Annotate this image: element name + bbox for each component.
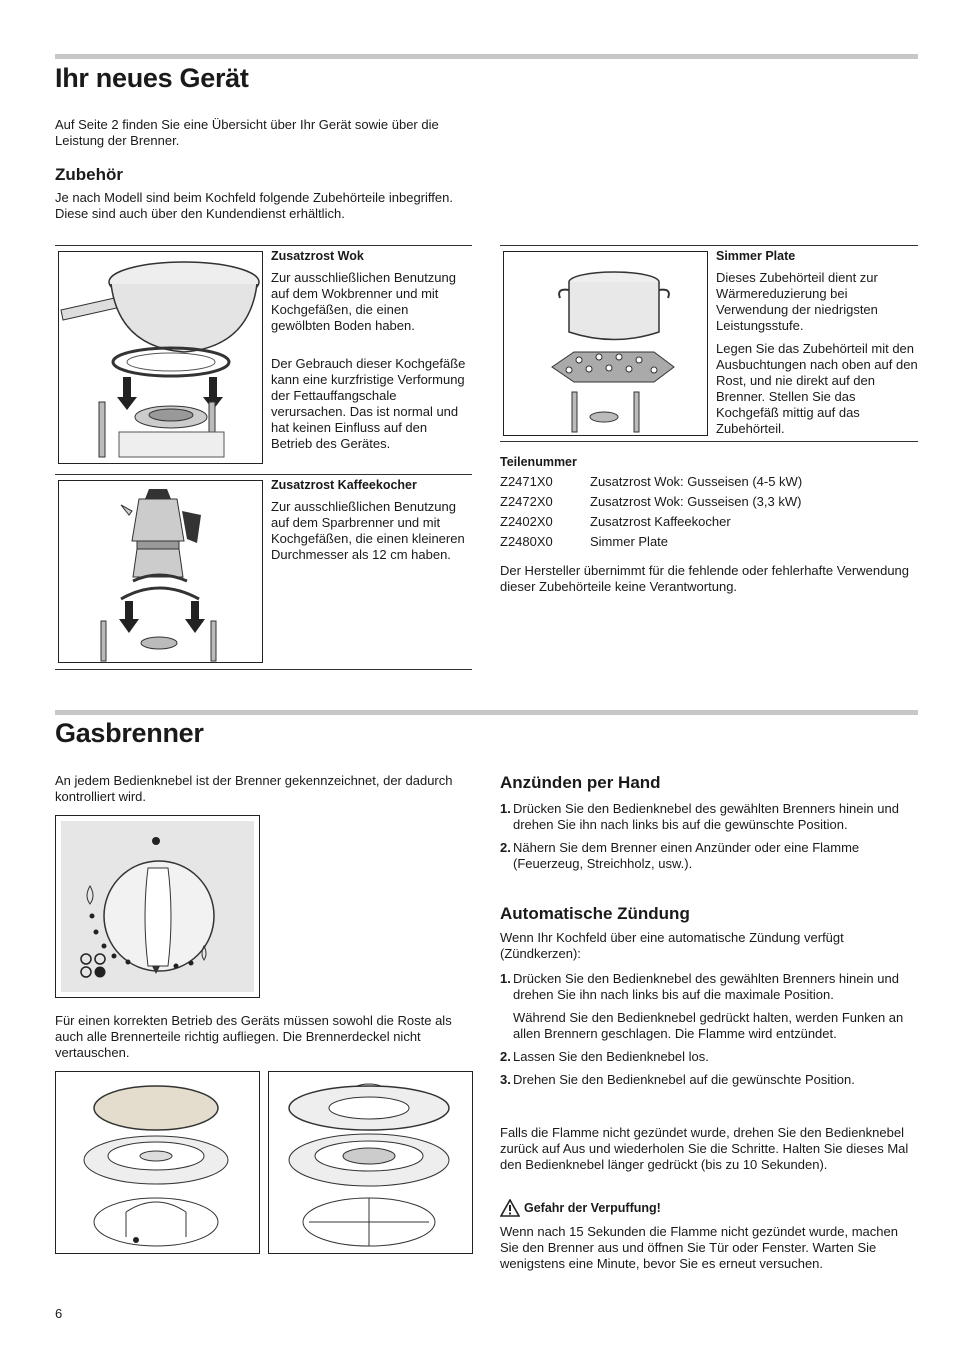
step-text: Nähern Sie dem Brenner einen Anzünder oder eine Flamme (Feuerzeug, Streichholz, usw.). (513, 840, 860, 871)
step-text: Drücken Sie den Bedienknebel des gewählten Brenners hinein und drehen Sie ihn nach links bis auf die maximale Position. (513, 971, 899, 1002)
page-title: Ihr neues Gerät (55, 63, 249, 93)
parts-row (500, 512, 918, 532)
simmer-text-2: Legen Sie das Zubehörteil mit den Ausbuchtungen nach oben auf den Rost, und nie direkt auf den Brenner. Stellen Sie das Kochgefäß mittig auf das Zubehörteil. (716, 341, 918, 436)
part-number: Z2472X0 (500, 494, 553, 509)
part-desc: Zusatzrost Kaffeekocher (590, 514, 731, 529)
control-knob-illustration (55, 815, 260, 998)
auto-ignition-intro: Wenn Ihr Kochfeld über eine automatische Zündung verfügt (Zündkerzen): (500, 930, 844, 961)
step-number: 2. (500, 1049, 511, 1064)
table-rule (55, 669, 472, 670)
part-desc: Simmer Plate (590, 534, 669, 549)
roste-text: Für einen korrekten Betrieb des Geräts müssen sowohl die Roste als auch alle Brennerteile richtig aufliegen. Die Brennerdeckel nicht vertauschen. (55, 1013, 452, 1060)
table-rule (500, 441, 918, 442)
list-item (500, 1072, 918, 1088)
part-desc: Zusatzrost Wok: Gusseisen (3,3 kW) (590, 494, 802, 509)
step-number: 2. (500, 840, 511, 855)
step-text: Drücken Sie den Bedienknebel des gewählten Brenners hinein und drehen Sie ihn nach links bis auf die gewünschte Position. (513, 801, 899, 832)
step-extra-text: Während Sie den Bedienknebel gedrückt halten, werden Funken an allen Brennern geschlagen. Die Flamme wird entzündet. (513, 1010, 904, 1041)
wok-text-2: Der Gebrauch dieser Kochgefäße kann eine kurzfristige Verformung der Fettauffangschale verursachen. Das ist normal und hat keinen Einfluss auf den Betrieb des Gerätes. (271, 356, 466, 451)
burner-parts-illustration-1 (55, 1071, 260, 1254)
warning-text: Wenn nach 15 Sekunden die Flamme nicht gezündet wurde, machen Sie den Brenner aus und öffnen Sie Tür oder Fenster. Warten Sie wenigstens eine Minute, bevor Sie es erneut versuchen. (500, 1224, 898, 1271)
gasbrenner-intro: An jedem Bedienknebel ist der Brenner gekennzeichnet, der dadurch kontrolliert wird. (55, 773, 453, 804)
section-divider (55, 710, 918, 715)
section-divider (55, 54, 918, 59)
list-item (500, 1049, 918, 1065)
wok-illustration (58, 251, 263, 464)
part-number: Z2471X0 (500, 474, 553, 489)
warning-heading (500, 1199, 661, 1217)
page-number: 6 (55, 1306, 63, 1321)
burner-parts-illustration-2 (268, 1071, 473, 1254)
step-number: 3. (500, 1072, 511, 1087)
parts-row (500, 472, 918, 492)
intro-text: Auf Seite 2 finden Sie eine Übersicht über Ihr Gerät sowie über die Leistung der Brenner. (55, 117, 439, 148)
list-item (500, 801, 918, 833)
list-item (500, 971, 918, 1042)
part-number: Z2480X0 (500, 534, 553, 549)
manual-ignition-steps (500, 801, 918, 879)
warning-triangle-icon (500, 1199, 520, 1217)
step-number: 1. (500, 801, 511, 816)
anzuenden-heading: Anzünden per Hand (500, 773, 661, 792)
part-number: Z2402X0 (500, 514, 553, 529)
auto-ignition-steps (500, 971, 918, 1095)
parts-table (500, 472, 918, 552)
list-item (500, 840, 918, 872)
step-text: Lassen Sie den Bedienknebel los. (513, 1049, 709, 1064)
simmer-text-1: Dieses Zubehörteil dient zur Wärmereduzierung bei Verwendung der niedrigsten Leistungsstufe. (716, 270, 878, 333)
part-desc: Zusatzrost Wok: Gusseisen (4-5 kW) (590, 474, 803, 489)
wok-text-1: Zur ausschließlichen Benutzung auf dem Wokbrenner und mit Kochgefäßen, die einen gewölbten Boden haben. (271, 270, 456, 333)
step-number: 1. (500, 971, 511, 986)
kaffee-text: Zur ausschließlichen Benutzung auf dem Sparbrenner und mit Kochgefäßen, die einen kleineren Durchmesser als 12 cm haben. (271, 499, 465, 562)
kaffee-caption: Zusatzrost Kaffeekocher (271, 478, 417, 492)
table-rule (500, 245, 918, 246)
table-rule (55, 474, 472, 475)
step-text: Drehen Sie den Bedienknebel auf die gewünschte Position. (513, 1072, 855, 1087)
teilenummer-heading: Teilenummer (500, 455, 577, 469)
manufacturer-note: Der Hersteller übernimmt für die fehlende oder fehlerhafte Verwendung dieser Zubehörteile keine Verantwortung. (500, 563, 910, 594)
warning-title: Gefahr der Verpuffung! (524, 1201, 661, 1215)
auto-ignition-heading: Automatische Zündung (500, 904, 690, 923)
zubehoer-heading: Zubehör (55, 165, 123, 184)
wok-caption: Zusatzrost Wok (271, 249, 364, 263)
kaffeekocher-illustration (58, 480, 263, 663)
simmer-plate-illustration (503, 251, 708, 436)
simmer-caption: Simmer Plate (716, 249, 796, 263)
zubehoer-text: Je nach Modell sind beim Kochfeld folgende Zubehörteile inbegriffen. Diese sind auch über den Kundendienst erhältlich. (55, 190, 453, 221)
parts-row (500, 532, 918, 552)
retry-text: Falls die Flamme nicht gezündet wurde, drehen Sie den Bedienknebel zurück auf Aus und wiederholen Sie die Schritte. Halten Sie dieses Mal den Bedienknebel länger gedrückt (bis zu 10 Sekunden). (500, 1125, 909, 1172)
gasbrenner-title: Gasbrenner (55, 718, 204, 748)
parts-row (500, 492, 918, 512)
table-rule (55, 245, 472, 246)
